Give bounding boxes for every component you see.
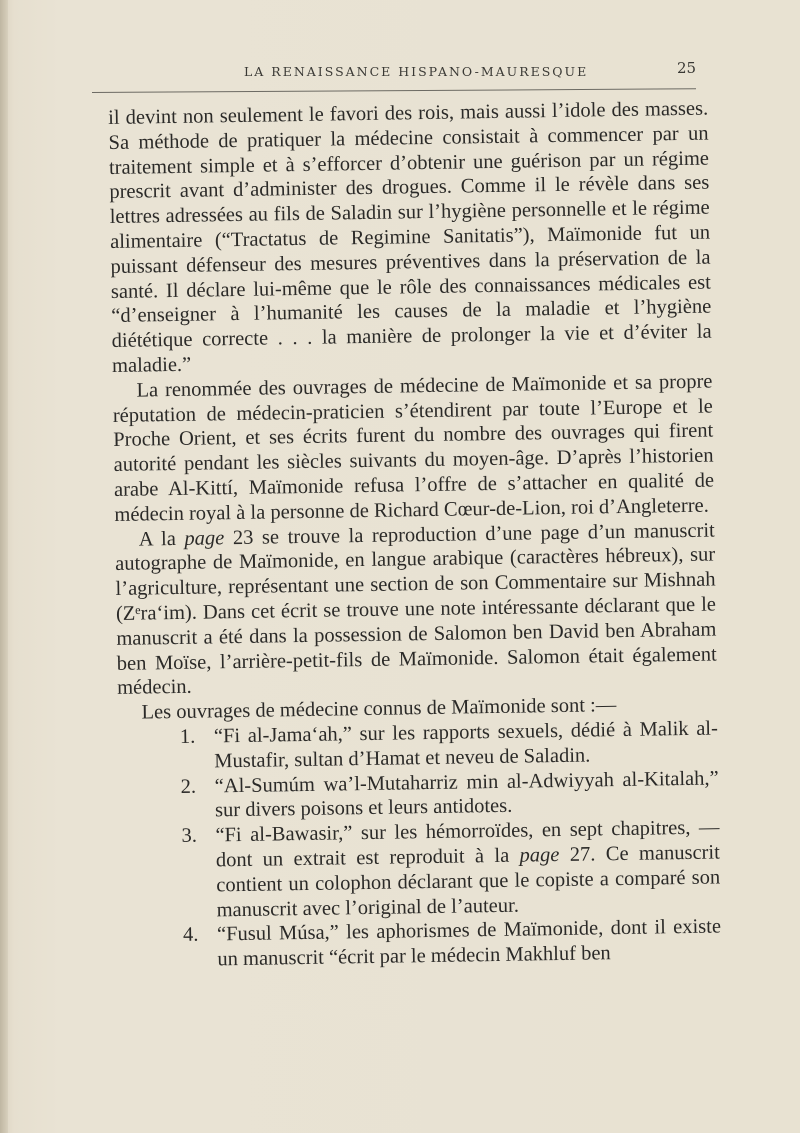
list-item-number: 3. (181, 824, 198, 848)
header-rule (92, 88, 696, 93)
page-number: 25 (677, 59, 697, 77)
paragraph-3-after: 23 se trouve la reproduction d’une page d’un manuscrit autographe de Maïmonide, en langue arabique (caractères hébreux), sur l’agriculture, représentant une section de son Commentaire sur Mishnah (Zᵉra‘im). Dans cet écrit se trouve une note intéressante déclarant que le manuscrit a été dans la possession de Salomon ben David ben Abraham ben Moïse, l’arrière-petit-fils de Maïmonide. Salomon était également médecin. (115, 519, 717, 700)
body-text (108, 97, 722, 974)
paragraph-1: il devint non seulement le favori des rois, mais aussi l’idole des masses. Sa méthode de pratiquer la médecine consistait à commencer par un traitement simple et à s’efforcer d’obtenir une guérison par un régime prescrit avant d’administer des drogues. Comme il le révèle dans ses lettres adressées au fils de Saladin sur l’hygiène personnelle et le régime alimentaire (“Tractatus de Regimine Sanitatis”), Maïmonide fut un puissant défenseur des mesures préventives dans la préservation de la santé. Il déclare lui-même que le rôle des connaissances médicales est “d’enseigner à l’humanité les causes de la maladie et l’hygiène diététique correcte . . . la manière de prolonger la vie et d’éviter la maladie.” (108, 97, 712, 377)
paragraph-3-italic: page (184, 526, 225, 550)
page-header (0, 58, 800, 98)
list-item-text: “Al-Sumúm wa’l-Mutaharriz min al-Adwiyyah al-Kitalah,” sur divers poisons et leurs antidotes. (214, 767, 719, 822)
list-item-number: 2. (180, 775, 197, 798)
list-intro: Les ouvrages de médecine connus de Maïmonide sont :— (141, 694, 617, 724)
paragraph-3 (115, 518, 718, 701)
list-item-text-before: “Fi al-Bawasir,” sur les hémorroïdes, en sept chapitres, —dont un extrait est reproduit à la (215, 816, 720, 872)
list-item-text-after: 27. Ce manuscrit contient un colophon déclarant que le copiste a comparé son manuscrit avec l’original de l’auteur. (216, 841, 721, 921)
list-item-text: “Fusul Músa,” les aphorismes de Maïmonide, dont il existe un manuscrit “écrit par le médecin Makhluf ben (216, 915, 722, 971)
list-item-text-italic: page (519, 843, 560, 867)
list-item-number: 4. (182, 923, 199, 947)
list-item (121, 915, 722, 974)
paragraph-3-before: A la (138, 527, 185, 551)
works-list (118, 716, 722, 973)
list-item-number: 1. (179, 725, 196, 748)
running-title: LA RENAISSANCE HISPANO-MAURESQUE (244, 64, 589, 79)
paragraph-2: La renommée des ouvrages de médecine de Maïmonide et sa propre réputation de médecin-praticien s’étendirent par toute l’Europe et le Proche Orient, et ses écrits furent du nombre des ouvrages qui firent autorité pendant les siècles suivants du moyen-âge. D’après l’historien arabe Al-Kittí, Maïmonide refusa l’offre de s’attacher en qualité de médecin royal à la personne de Richard Cœur-de-Lion, roi d’Angleterre. (112, 370, 715, 526)
list-item-text: “Fi al-Jama‘ah,” sur les rapports sexuels, dédié à Malik al-Mustafir, sultan d’Hamat et neveu de Saladin. (213, 717, 719, 773)
page-edge (0, 0, 8, 1133)
list-item (119, 816, 720, 925)
